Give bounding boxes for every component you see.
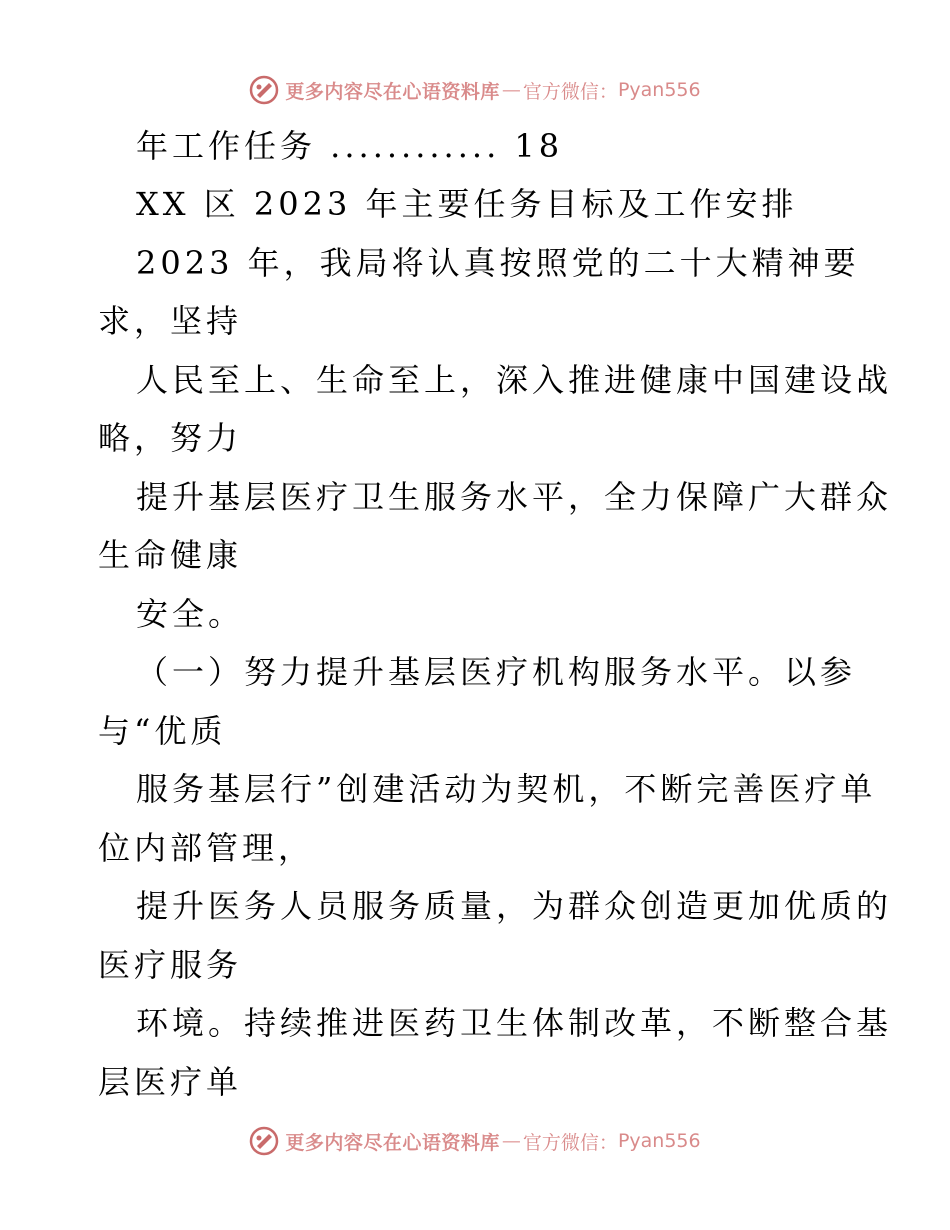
logo-icon	[249, 1126, 279, 1156]
watermark-account: Pyan556	[617, 79, 701, 101]
watermark-separator: —	[501, 79, 521, 101]
watermark-footer	[0, 1124, 950, 1158]
paragraph-line: 与“优质	[98, 712, 227, 750]
watermark-brand: 更多内容尽在心语资料库	[285, 80, 500, 103]
paragraph-line: 生命健康	[98, 536, 243, 574]
toc-line: 年工作任务 ............ 18	[136, 127, 564, 165]
paragraph-line: 人民至上、生命至上，深入推进健康中国建设战	[136, 361, 893, 399]
watermark-brand: 更多内容尽在心语资料库	[285, 1131, 500, 1154]
paragraph-line: 求，坚持	[98, 302, 243, 340]
logo-icon	[249, 75, 279, 105]
paragraph-line: 略，努力	[98, 419, 243, 457]
paragraph-line: 提升医务人员服务质量，为群众创造更加优质的	[136, 887, 893, 925]
watermark-label: 官方微信：	[522, 80, 618, 103]
paragraph-line: 医疗服务	[98, 946, 243, 984]
watermark-header	[0, 73, 950, 107]
paragraph-line: 层医疗单	[98, 1063, 243, 1101]
paragraph-line: 安全。	[136, 595, 245, 633]
paragraph-line: 位内部管理，	[98, 829, 315, 867]
paragraph-line: 2023 年，我局将认真按照党的二十大精神要	[136, 244, 860, 282]
section-heading: XX 区 2023 年主要任务目标及工作安排	[136, 185, 798, 223]
paragraph-line: 环境。持续推进医药卫生体制改革，不断整合基	[136, 1004, 893, 1042]
paragraph-line: 提升基层医疗卫生服务水平，全力保障广大群众	[136, 478, 893, 516]
watermark-separator: —	[501, 1130, 521, 1152]
paragraph-line: （一）努力提升基层医疗机构服务水平。以参	[136, 653, 857, 691]
paragraph-line: 服务基层行”创建活动为契机，不断完善医疗单	[136, 770, 877, 808]
watermark-account: Pyan556	[617, 1130, 701, 1152]
watermark-label: 官方微信：	[522, 1131, 618, 1154]
